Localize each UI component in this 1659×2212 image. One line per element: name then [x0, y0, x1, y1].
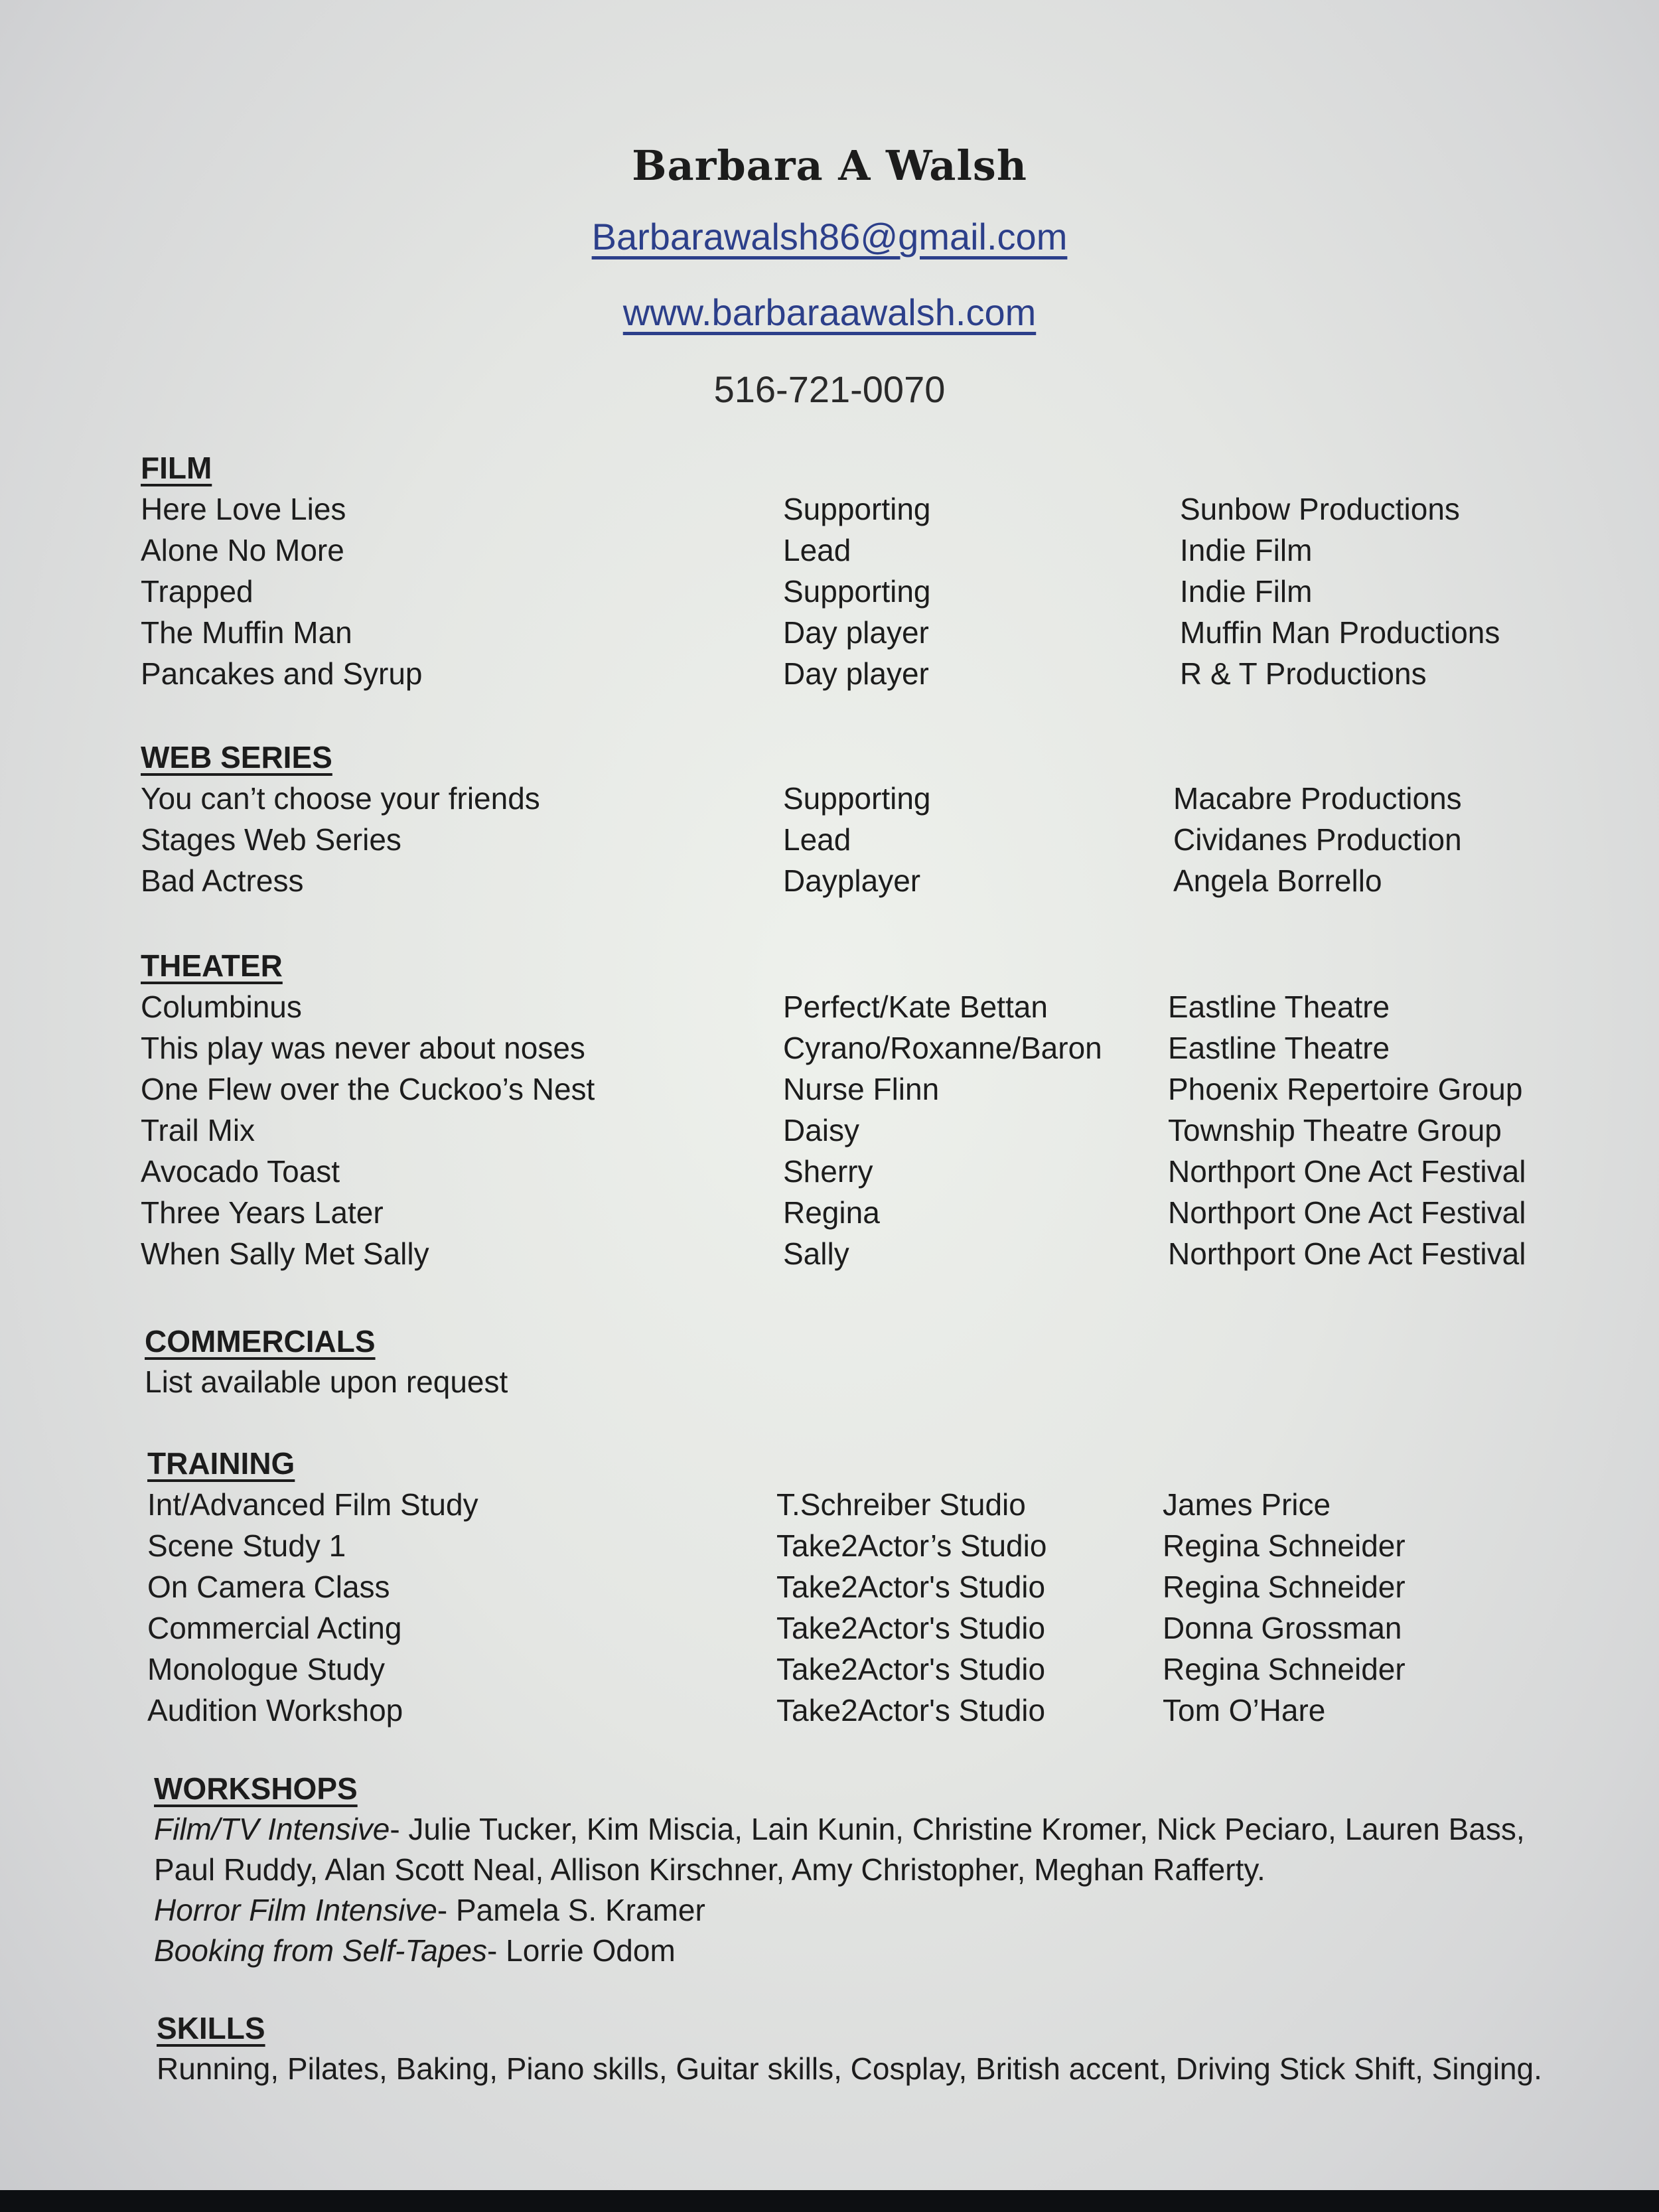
web-series-section	[141, 737, 1567, 901]
workshop-label: Film/TV Intensive	[154, 1812, 390, 1846]
credit-row	[141, 1192, 1567, 1233]
workshops-section	[154, 1768, 1567, 1971]
credit-title: This play was never about noses	[141, 1031, 585, 1065]
training-studio: Take2Actor's Studio	[776, 1693, 1046, 1728]
credit-company: Sunbow Productions	[1180, 492, 1460, 526]
credit-row	[141, 612, 1567, 653]
credit-title: Trail Mix	[141, 1113, 255, 1147]
credit-role: Perfect/Kate Bettan	[783, 990, 1048, 1024]
credit-role: Supporting	[783, 781, 931, 816]
training-studio: Take2Actor’s Studio	[776, 1528, 1047, 1563]
training-studio: Take2Actor's Studio	[776, 1652, 1046, 1686]
credit-title: Bad Actress	[141, 863, 304, 898]
training-row	[147, 1566, 1574, 1607]
training-course: Int/Advanced Film Study	[147, 1487, 478, 1522]
training-course: Audition Workshop	[147, 1693, 403, 1728]
training-studio: Take2Actor's Studio	[776, 1570, 1046, 1604]
training-course: Commercial Acting	[147, 1611, 402, 1645]
credit-company: Eastline Theatre	[1168, 1031, 1390, 1065]
credit-title: Trapped	[141, 574, 253, 609]
commercials-section	[145, 1321, 1571, 1402]
training-course: Monologue Study	[147, 1652, 386, 1686]
skills-heading: SKILLS	[157, 2011, 265, 2045]
workshop-item	[154, 1809, 1567, 1890]
credit-role: Nurse Flinn	[783, 1072, 940, 1106]
training-row	[147, 1690, 1574, 1731]
credit-role: Supporting	[783, 492, 931, 526]
training-row	[147, 1484, 1574, 1525]
credit-title: One Flew over the Cuckoo’s Nest	[141, 1072, 595, 1106]
workshops-heading: WORKSHOPS	[154, 1771, 358, 1806]
credit-company: Macabre Productions	[1173, 781, 1462, 816]
credit-role: Cyrano/Roxanne/Baron	[783, 1031, 1102, 1065]
credit-title: Alone No More	[141, 533, 344, 567]
monitor-bezel	[0, 2190, 1659, 2212]
training-row	[147, 1607, 1574, 1649]
credit-title: Pancakes and Syrup	[141, 656, 423, 691]
credit-company: Northport One Act Festival	[1168, 1154, 1526, 1189]
training-studio: T.Schreiber Studio	[776, 1487, 1026, 1522]
training-row	[147, 1525, 1574, 1566]
film-section	[141, 447, 1567, 694]
training-teacher: James Price	[1163, 1487, 1331, 1522]
credit-role: Regina	[783, 1195, 880, 1230]
credit-title: Avocado Toast	[141, 1154, 340, 1189]
credit-role: Daisy	[783, 1113, 860, 1147]
credit-row	[141, 1110, 1567, 1151]
credit-role: Lead	[783, 822, 851, 857]
credit-company: Muffin Man Productions	[1180, 615, 1500, 650]
website-link[interactable]: www.barbaraawalsh.com	[622, 291, 1037, 333]
resume-header	[0, 133, 1659, 429]
credit-company: Township Theatre Group	[1168, 1113, 1502, 1147]
theater-section	[141, 945, 1567, 1274]
credit-row	[141, 1069, 1567, 1110]
credit-company: Eastline Theatre	[1168, 990, 1390, 1024]
credit-title: When Sally Met Sally	[141, 1236, 429, 1271]
workshop-text: - Lorrie Odom	[487, 1933, 676, 1968]
credit-role: Sherry	[783, 1154, 873, 1189]
credit-company: Phoenix Repertoire Group	[1168, 1072, 1523, 1106]
training-teacher: Tom O’Hare	[1163, 1693, 1326, 1728]
workshop-label: Booking from Self-Tapes	[154, 1933, 488, 1968]
credit-row	[141, 778, 1567, 819]
credit-role: Day player	[783, 656, 929, 691]
credit-row	[141, 986, 1567, 1027]
credit-role: Lead	[783, 533, 851, 567]
training-teacher: Donna Grossman	[1163, 1611, 1402, 1645]
theater-heading: THEATER	[141, 948, 283, 983]
credit-company: Northport One Act Festival	[1168, 1236, 1526, 1271]
commercials-heading: COMMERCIALS	[145, 1324, 376, 1359]
training-teacher: Regina Schneider	[1163, 1570, 1406, 1604]
credit-title: Three Years Later	[141, 1195, 384, 1230]
workshop-item	[154, 1890, 1567, 1931]
credit-row	[141, 860, 1567, 901]
credit-company: Indie Film	[1180, 533, 1313, 567]
commercials-text: List available upon request	[145, 1364, 508, 1399]
workshop-text: - Julie Tucker, Kim Miscia, Lain Kunin, Christine Kromer, Nick Peciaro, Lauren Bass, Paul Ruddy, Alan Scott Neal, Allison Kirschner, Amy Christopher, Meghan Rafferty.	[154, 1812, 1525, 1887]
film-heading: FILM	[141, 451, 212, 485]
training-row	[147, 1649, 1574, 1690]
workshop-text: - Pamela S. Kramer	[437, 1893, 705, 1927]
credit-row	[141, 819, 1567, 860]
training-studio: Take2Actor's Studio	[776, 1611, 1046, 1645]
skills-section	[157, 2008, 1617, 2089]
credit-title: Here Love Lies	[141, 492, 346, 526]
credit-company: Angela Borrello	[1173, 863, 1382, 898]
training-teacher: Regina Schneider	[1163, 1652, 1406, 1686]
credit-row	[141, 1233, 1567, 1274]
credit-company: Cividanes Production	[1173, 822, 1462, 857]
credit-company: Indie Film	[1180, 574, 1313, 609]
credit-company: Northport One Act Festival	[1168, 1195, 1526, 1230]
credit-row	[141, 571, 1567, 612]
phone-number: 516-721-0070	[713, 368, 946, 410]
credit-title: Stages Web Series	[141, 822, 401, 857]
credit-row	[141, 488, 1567, 530]
training-heading: TRAINING	[147, 1446, 295, 1481]
credit-row	[141, 1027, 1567, 1069]
credit-title: You can’t choose your friends	[141, 781, 540, 816]
credit-row	[141, 1151, 1567, 1192]
web-series-heading: WEB SERIES	[141, 740, 332, 774]
training-section	[147, 1443, 1574, 1731]
credit-role: Sally	[783, 1236, 849, 1271]
email-link[interactable]: Barbarawalsh86@gmail.com	[591, 216, 1068, 258]
skills-text: Running, Pilates, Baking, Piano skills, Guitar skills, Cosplay, British accent, Driving Stick Shift, Singing.	[157, 2051, 1542, 2086]
credit-row	[141, 653, 1567, 694]
training-teacher: Regina Schneider	[1163, 1528, 1406, 1563]
credit-title: Columbinus	[141, 990, 302, 1024]
actor-name: Barbara A Walsh	[632, 141, 1027, 190]
workshop-item	[154, 1931, 1567, 1971]
training-course: Scene Study 1	[147, 1528, 346, 1563]
training-course: On Camera Class	[147, 1570, 390, 1604]
credit-row	[141, 530, 1567, 571]
credit-company: R & T Productions	[1180, 656, 1427, 691]
credit-role: Supporting	[783, 574, 931, 609]
credit-role: Day player	[783, 615, 929, 650]
workshop-label: Horror Film Intensive	[154, 1893, 437, 1927]
credit-role: Dayplayer	[783, 863, 921, 898]
credit-title: The Muffin Man	[141, 615, 352, 650]
